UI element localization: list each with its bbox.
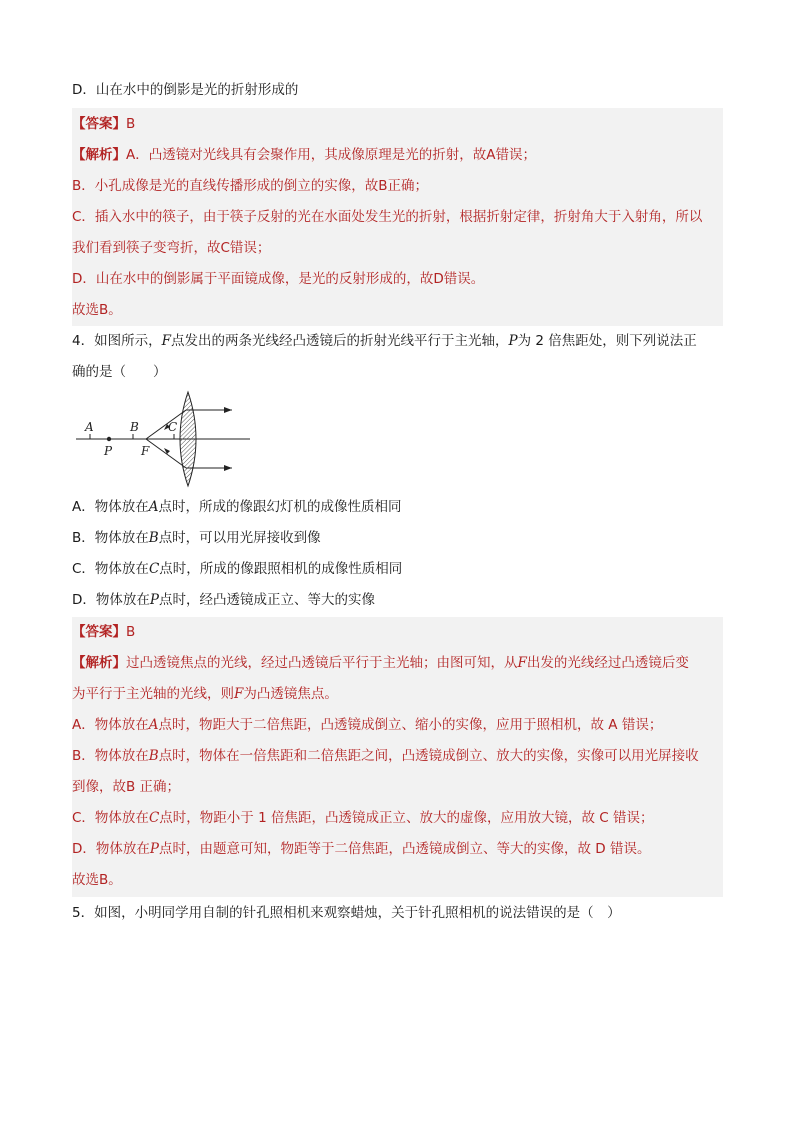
q4-option-b: B．物体放在B点时，可以用光屏接收到像 xyxy=(72,530,321,546)
answer-label: 【答案】 xyxy=(72,116,126,132)
q4-analysis-conclusion: 故选B。 xyxy=(72,872,122,888)
q3-analysis-line-1: 【解析】A．凸透镜对光线具有会聚作用，其成像原理是光的折射，故A错误； xyxy=(72,147,536,163)
label-F: F xyxy=(141,444,150,458)
analysis-label: 【解析】 xyxy=(72,147,126,163)
q3-option-d: D．山在水中的倒影是光的折射形成的 xyxy=(72,82,299,98)
q4-option-a: A．物体放在A点时，所成的像跟幻灯机的成像性质相同 xyxy=(72,499,402,515)
label-A: A xyxy=(85,420,94,434)
answer-value: B xyxy=(126,116,136,132)
q4-analysis-d: D．物体放在P点时，由题意可知，物距等于二倍焦距，凸透镜成倒立、等大的实像，故 D 错误。 xyxy=(72,841,651,857)
label-B: B xyxy=(130,420,139,434)
answer-label: 【答案】 xyxy=(72,624,126,640)
q4-analysis-b: B．物体放在B点时，物体在一倍焦距和二倍焦距之间，凸透镜成倒立、放大的实像，实像可以用光屏接收 xyxy=(72,748,699,764)
q4-analysis-line-1: 【解析】过凸透镜焦点的光线，经过凸透镜后平行于主光轴；由图可知，从F出发的光线经过凸透镜后变 xyxy=(72,655,689,671)
q4-option-d: D．物体放在P点时，经凸透镜成正立、等大的实像 xyxy=(72,592,375,608)
analysis-label: 【解析】 xyxy=(72,655,126,671)
answer-value: B xyxy=(126,624,136,640)
q4-answer-line xyxy=(72,618,723,646)
point-P xyxy=(107,437,111,441)
q4-analysis-b-cont: 到像，故B 正确； xyxy=(72,779,181,795)
q4-option-c: C．物体放在C点时，所成的像跟照相机的成像性质相同 xyxy=(72,561,403,577)
q3-analysis-line-3: C．插入水中的筷子，由于筷子反射的光在水面处发生光的折射，根据折射定律，折射角大于入射角，所以 xyxy=(72,209,703,225)
q4-stem-line-1: 4．如图所示，F点发出的两条光线经凸透镜后的折射光线平行于主光轴，P为 2 倍焦距处，则下列说法正 xyxy=(72,333,697,349)
q3-analysis-line-2: B．小孔成像是光的直线传播形成的倒立的实像，故B正确； xyxy=(72,178,429,194)
q3-answer-line xyxy=(72,110,723,138)
convex-lens-diagram xyxy=(72,388,262,492)
q4-answer-block xyxy=(72,617,723,897)
q4-analysis-c: C．物体放在C点时，物距小于 1 倍焦距，凸透镜成正立、放大的虚像，应用放大镜，故 C 错误； xyxy=(72,810,654,826)
arrow-upper-refracted xyxy=(224,407,232,413)
q4-stem-line-2: 确的是（ ） xyxy=(72,364,167,380)
q3-analysis-line-4: 我们看到筷子变弯折，故C错误； xyxy=(72,240,271,256)
q3-analysis-line-5: D．山在水中的倒影属于平面镜成像，是光的反射形成的，故D错误。 xyxy=(72,271,485,287)
label-C: C xyxy=(168,420,178,434)
q4-analysis-a: A．物体放在A点时，物距大于二倍焦距，凸透镜成倒立、缩小的实像，应用于照相机，故 A 错误； xyxy=(72,717,663,733)
q4-analysis-line-2: 为平行于主光轴的光线，则F为凸透镜焦点。 xyxy=(72,686,338,702)
arrow-lower-refracted xyxy=(224,465,232,471)
q5-stem-line: 5．如图，小明同学用自制的针孔照相机来观察蜡烛，关于针孔照相机的说法错误的是（ ） xyxy=(72,905,621,921)
q3-answer-block xyxy=(72,108,723,326)
lens-figure xyxy=(72,388,262,492)
label-P: P xyxy=(104,444,113,458)
q3-analysis-conclusion: 故选B。 xyxy=(72,302,122,318)
convex-lens xyxy=(180,392,196,486)
